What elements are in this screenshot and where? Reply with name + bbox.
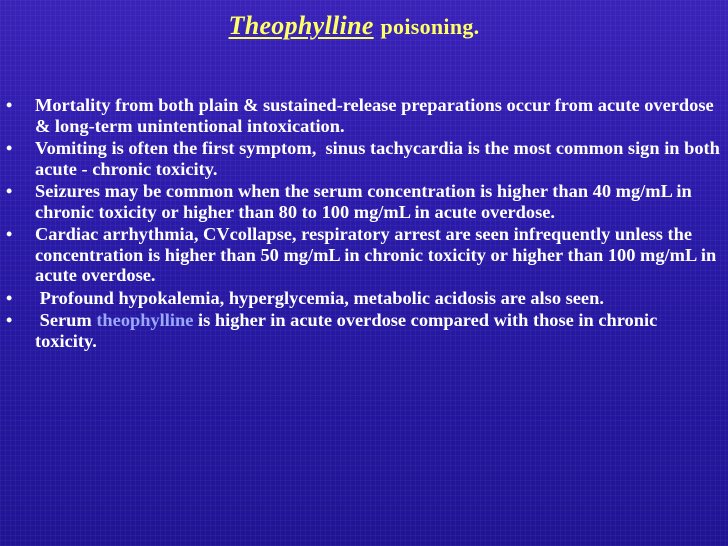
bullet-dot: •: [6, 95, 13, 115]
bullet-text-before: Serum: [35, 310, 97, 330]
bullet-text: Profound hypokalemia, hyperglycemia, metabolic acidosis are also seen.: [35, 287, 604, 308]
bullet-vomiting: [6, 138, 725, 179]
bullet-highlight-drug: theophylline: [96, 310, 194, 330]
bullet-text: Vomiting is often the first symptom, sinus tachycardia is the most common sign in both acute - chronic toxicity.: [35, 138, 725, 179]
bullet-serum: [6, 310, 720, 351]
bullet-dot: •: [6, 310, 13, 330]
bullet-seizures: [6, 181, 720, 222]
bullet-dot: •: [6, 181, 13, 201]
bullet-cardiac: [6, 224, 720, 286]
title-rest: poisoning.: [380, 14, 480, 39]
bullet-list: [6, 95, 725, 353]
bullet-text: Mortality from both plain & sustained-release preparations occur from acute overdose & long-term unintentional intoxication.: [35, 95, 714, 136]
bullet-hypokalemia: [6, 288, 720, 309]
bullet-dot: •: [6, 224, 13, 244]
slide-title: [0, 10, 708, 43]
bullet-text-after: is higher in acute overdose compared with those in chronic toxicity.: [35, 310, 658, 351]
bullet-dot: •: [6, 138, 13, 158]
bullet-text: Seizures may be common when the serum concentration is higher than 40 mg/mL in chronic toxicity or higher than 80 to 100 mg/mL in acute overdose.: [35, 181, 692, 222]
bullet-dot: •: [6, 287, 13, 308]
bullet-mortality: [6, 95, 720, 136]
bullet-text: Cardiac arrhythmia, CVcollapse, respiratory arrest are seen infrequently unless the concentration is higher than 50 mg/mL in chronic toxicity or higher than 100 mg/mL in acute overdose.: [35, 224, 717, 285]
title-drug-name: Theophylline: [228, 11, 374, 40]
